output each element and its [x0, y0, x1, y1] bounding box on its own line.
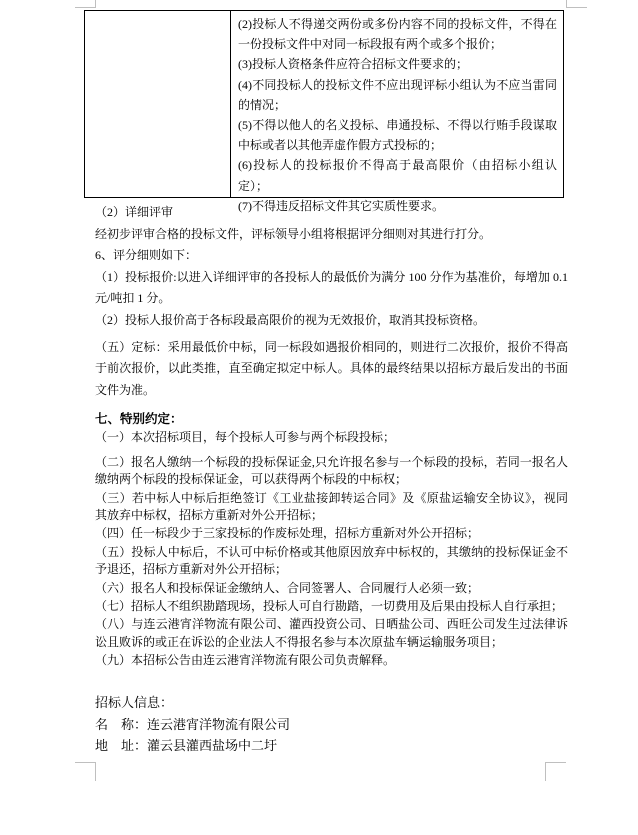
tenderer-info-heading: 招标人信息：	[95, 695, 174, 710]
special-item-3: （三）若中标人中标后拒绝签订《工业盐接卸转运合同》及《原盐运输安全协议》，视同其放弃中标权，招标方重新对外公开招标；	[95, 490, 568, 522]
criteria-table-right-cell	[231, 11, 563, 213]
special-item-8: （八）与连云港宵洋物流有限公司、灌西投资公司、日晒盐公司、西旺公司发生过法律诉讼且败诉的或正在诉讼的企业法人不得报名参与本次原盐车辆运输服务项目；	[95, 617, 568, 649]
margin-mark-bottom-left-icon	[75, 762, 96, 781]
scoring-rule-2: （2）投标人报价高于各标段最高限价的视为无效报价，取消其投标资格。	[95, 312, 486, 327]
scoring-rules-heading: 6、评分细则如下：	[95, 248, 198, 263]
table-item: (4)不同投标人的投标文件不应出现评标小组认为不应当雷同的情况；	[238, 77, 557, 112]
table-item: (5)不得以他人的名义投标、串通投标、不得以行贿手段谋取中标或者以其他弄虚作假方式投标的；	[238, 118, 557, 153]
special-provisions-heading: 七、特别约定：	[95, 412, 183, 427]
table-item: (6)投标人的投标报价不得高于最高限价（由招标小组认定）；	[238, 158, 557, 193]
special-item-9: （九）本招标公告由连云港宵洋物流有限公司负责解释。	[95, 653, 396, 668]
margin-mark-top-left-icon	[75, 0, 96, 8]
award-determination-paragraph: （五）定标：采用最低价中标，同一标段如遇报价相同的，则进行二次报价，报价不得高于前次报价，以此类推，直至确定拟定中标人。具体的最终结果以招标方最后发出的书面文件为准。	[95, 339, 568, 397]
table-item: (7)不得违反招标文件其它实质性要求。	[238, 198, 444, 213]
special-item-1: （一）本次招标项目，每个投标人可参与两个标段投标；	[95, 430, 396, 445]
special-provisions-list	[95, 429, 568, 669]
table-item: (2)投标人不得递交两份或多份内容不同的投标文件，不得在一份投标文件中对同一标段报有两个或多个报价；	[238, 17, 557, 52]
document-body	[95, 202, 568, 671]
margin-mark-bottom-right-icon	[545, 762, 566, 781]
table-item: (3)投标人资格条件应符合招标文件要求的；	[238, 57, 468, 72]
margin-mark-top-right-icon	[566, 0, 587, 8]
scoring-rule-1: （1）投标报价:以进入详细评审的各投标人的最低价为满分 100 分作为基准价，每增加 0.1 元/吨扣 1 分。	[95, 269, 568, 306]
criteria-table-left-cell	[85, 11, 231, 197]
detail-review-heading: （2）详细评审	[95, 205, 174, 219]
special-item-6: （六）报名人和投标保证金缴纳人、合同签署人、合同履行人必须一致；	[95, 580, 480, 595]
preliminary-review-paragraph: 经初步评审合格的投标文件，评标领导小组将根据评分细则对其进行打分。	[95, 226, 492, 241]
special-item-2: （二）报名人缴纳一个标段的投标保证金,只允许报名参与一个标段的投标，若同一报名人缴纳两个标段的投标保证金，可以获得两个标段的中标权；	[95, 454, 568, 487]
tenderer-name-line: 名 称：连云港宵洋物流有限公司	[95, 716, 291, 732]
special-item-4: （四）任一标段少于三家投标的作废标处理，招标方重新对外公开招标；	[95, 526, 480, 541]
evaluation-section	[95, 202, 568, 401]
tenderer-info-block	[95, 692, 568, 757]
special-item-5: （五）投标人中标后，不认可中标价格或其他原因放弃中标权的，其缴纳的投标保证金不予退还，招标方重新对外公开招标；	[95, 544, 568, 577]
special-item-7: （七）招标人不组织勘踏现场，投标人可自行勘踏，一切费用及后果由投标人自行承担；	[95, 599, 564, 613]
tenderer-address-line: 地 址：灌云县灌西盐场中二圩	[95, 738, 278, 753]
